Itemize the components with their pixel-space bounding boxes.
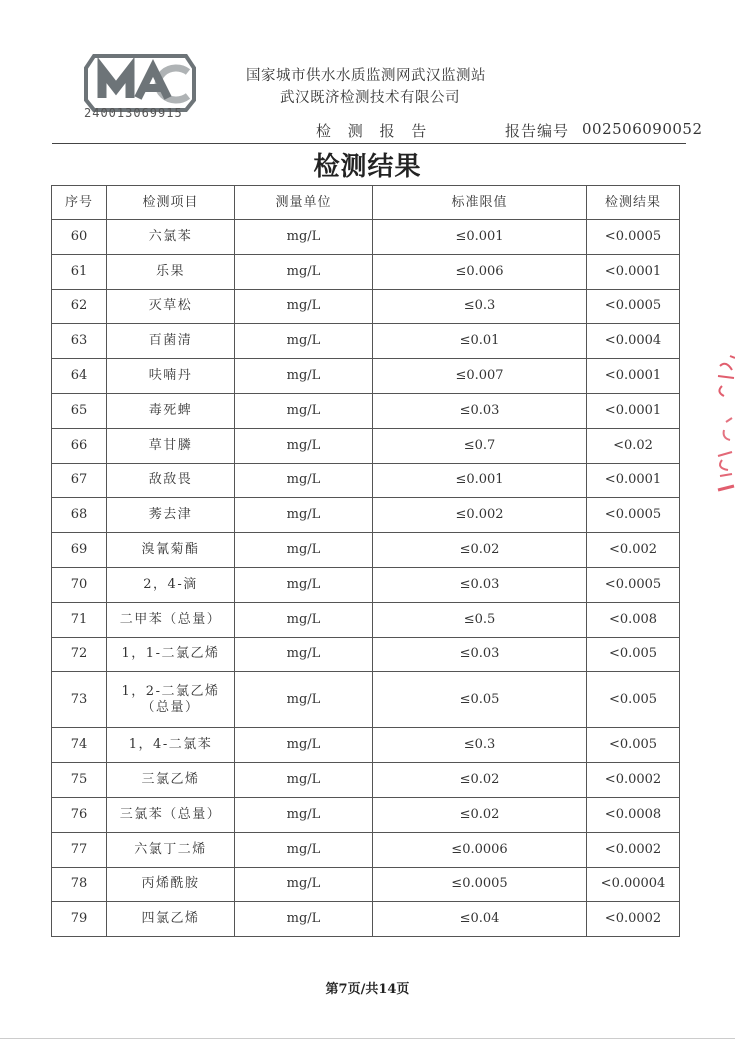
unit: mg/L	[235, 832, 373, 867]
row-number: 76	[52, 797, 107, 832]
red-seal-fragment	[712, 352, 735, 497]
table-row	[52, 602, 680, 637]
row-number: 60	[52, 220, 107, 255]
organization-name-line1: 国家城市供水水质监测网武汉监测站	[246, 68, 486, 84]
test-result: <0.008	[587, 602, 680, 637]
results-table	[51, 185, 680, 937]
table-header-row	[52, 186, 680, 220]
table-row	[52, 324, 680, 359]
unit: mg/L	[235, 567, 373, 602]
table-row	[52, 797, 680, 832]
row-number: 62	[52, 289, 107, 324]
test-result: <0.002	[587, 533, 680, 568]
standard-limit: ≤0.006	[373, 254, 587, 289]
unit: mg/L	[235, 902, 373, 937]
test-item: 二甲苯（总量）	[107, 602, 235, 637]
unit: mg/L	[235, 728, 373, 763]
standard-limit: ≤0.5	[373, 602, 587, 637]
standard-limit: ≤0.0006	[373, 832, 587, 867]
test-result: <0.0004	[587, 324, 680, 359]
test-result: <0.0005	[587, 220, 680, 255]
report-type: 检 测 报 告	[316, 122, 433, 140]
table-row	[52, 867, 680, 902]
row-number: 65	[52, 393, 107, 428]
unit: mg/L	[235, 637, 373, 672]
report-number: 002506090052	[582, 120, 703, 138]
test-item: 草甘膦	[107, 428, 235, 463]
test-item: 1，2-二氯乙烯（总量）	[107, 672, 235, 728]
test-item: 六氯丁二烯	[107, 832, 235, 867]
test-item: 三氯乙烯	[107, 763, 235, 798]
table-row	[52, 567, 680, 602]
table-row	[52, 393, 680, 428]
row-number: 61	[52, 254, 107, 289]
test-item: 呋喃丹	[107, 359, 235, 394]
test-result: <0.0001	[587, 393, 680, 428]
test-result: <0.0005	[587, 289, 680, 324]
row-number: 79	[52, 902, 107, 937]
standard-limit: ≤0.01	[373, 324, 587, 359]
column-header-unit: 测量单位	[235, 186, 373, 220]
row-number: 64	[52, 359, 107, 394]
test-result: <0.0005	[587, 498, 680, 533]
row-number: 78	[52, 867, 107, 902]
test-result: <0.0008	[587, 797, 680, 832]
unit: mg/L	[235, 867, 373, 902]
standard-limit: ≤0.001	[373, 220, 587, 255]
test-item: 莠去津	[107, 498, 235, 533]
row-number: 73	[52, 672, 107, 728]
standard-limit: ≤0.03	[373, 393, 587, 428]
test-item: 2，4-滴	[107, 567, 235, 602]
row-number: 66	[52, 428, 107, 463]
row-number: 71	[52, 602, 107, 637]
test-item: 四氯乙烯	[107, 902, 235, 937]
test-result: <0.00004	[587, 867, 680, 902]
standard-limit: ≤0.0005	[373, 867, 587, 902]
test-result: <0.0002	[587, 763, 680, 798]
test-result: <0.0002	[587, 902, 680, 937]
test-item: 百菌清	[107, 324, 235, 359]
table-row	[52, 728, 680, 763]
test-result: <0.0002	[587, 832, 680, 867]
table-row	[52, 220, 680, 255]
test-result: <0.0001	[587, 359, 680, 394]
table-row	[52, 637, 680, 672]
test-result: <0.0005	[587, 567, 680, 602]
table-row	[52, 763, 680, 798]
table-row	[52, 533, 680, 568]
unit: mg/L	[235, 463, 373, 498]
standard-limit: ≤0.02	[373, 797, 587, 832]
table-row	[52, 359, 680, 394]
table-row	[52, 289, 680, 324]
unit: mg/L	[235, 797, 373, 832]
standard-limit: ≤0.03	[373, 637, 587, 672]
test-result: <0.005	[587, 728, 680, 763]
table-row	[52, 832, 680, 867]
unit: mg/L	[235, 289, 373, 324]
column-header-result: 检测结果	[587, 186, 680, 220]
header-divider	[52, 143, 686, 144]
organization-name-line2: 武汉既济检测技术有限公司	[280, 90, 460, 106]
page-number: 第7页/共14页	[325, 982, 410, 997]
test-item: 溴氰菊酯	[107, 533, 235, 568]
logo-number: 240013069915	[84, 106, 183, 120]
unit: mg/L	[235, 602, 373, 637]
unit: mg/L	[235, 498, 373, 533]
standard-limit: ≤0.3	[373, 289, 587, 324]
test-result: <0.0001	[587, 254, 680, 289]
test-item: 乐果	[107, 254, 235, 289]
table-row	[52, 254, 680, 289]
row-number: 63	[52, 324, 107, 359]
table-row	[52, 672, 680, 728]
page-title: 检测结果	[313, 152, 422, 182]
row-number: 74	[52, 728, 107, 763]
report-number-label: 报告编号	[505, 122, 570, 140]
test-item: 敌敌畏	[107, 463, 235, 498]
table-row	[52, 463, 680, 498]
table-body	[52, 220, 680, 937]
standard-limit: ≤0.03	[373, 567, 587, 602]
test-item: 毒死蜱	[107, 393, 235, 428]
unit: mg/L	[235, 428, 373, 463]
test-item: 六氯苯	[107, 220, 235, 255]
row-number: 69	[52, 533, 107, 568]
standard-limit: ≤0.7	[373, 428, 587, 463]
row-number: 72	[52, 637, 107, 672]
row-number: 75	[52, 763, 107, 798]
standard-limit: ≤0.04	[373, 902, 587, 937]
standard-limit: ≤0.02	[373, 763, 587, 798]
standard-limit: ≤0.02	[373, 533, 587, 568]
unit: mg/L	[235, 359, 373, 394]
standard-limit: ≤0.002	[373, 498, 587, 533]
column-header-limit: 标准限值	[373, 186, 587, 220]
test-result: <0.0001	[587, 463, 680, 498]
table-row	[52, 498, 680, 533]
table-row	[52, 428, 680, 463]
standard-limit: ≤0.001	[373, 463, 587, 498]
unit: mg/L	[235, 672, 373, 728]
column-header-no: 序号	[52, 186, 107, 220]
unit: mg/L	[235, 324, 373, 359]
standard-limit: ≤0.3	[373, 728, 587, 763]
test-item: 1，4-二氯苯	[107, 728, 235, 763]
test-result: <0.005	[587, 672, 680, 728]
unit: mg/L	[235, 220, 373, 255]
test-result: <0.005	[587, 637, 680, 672]
page-bottom-edge	[0, 1038, 735, 1039]
column-header-item: 检测项目	[107, 186, 235, 220]
row-number: 68	[52, 498, 107, 533]
table-row	[52, 902, 680, 937]
standard-limit: ≤0.05	[373, 672, 587, 728]
unit: mg/L	[235, 763, 373, 798]
unit: mg/L	[235, 533, 373, 568]
unit: mg/L	[235, 393, 373, 428]
test-item: 丙烯酰胺	[107, 867, 235, 902]
row-number: 70	[52, 567, 107, 602]
row-number: 67	[52, 463, 107, 498]
test-item: 三氯苯（总量）	[107, 797, 235, 832]
row-number: 77	[52, 832, 107, 867]
unit: mg/L	[235, 254, 373, 289]
test-item: 1，1-二氯乙烯	[107, 637, 235, 672]
test-item: 灭草松	[107, 289, 235, 324]
test-result: <0.02	[587, 428, 680, 463]
standard-limit: ≤0.007	[373, 359, 587, 394]
